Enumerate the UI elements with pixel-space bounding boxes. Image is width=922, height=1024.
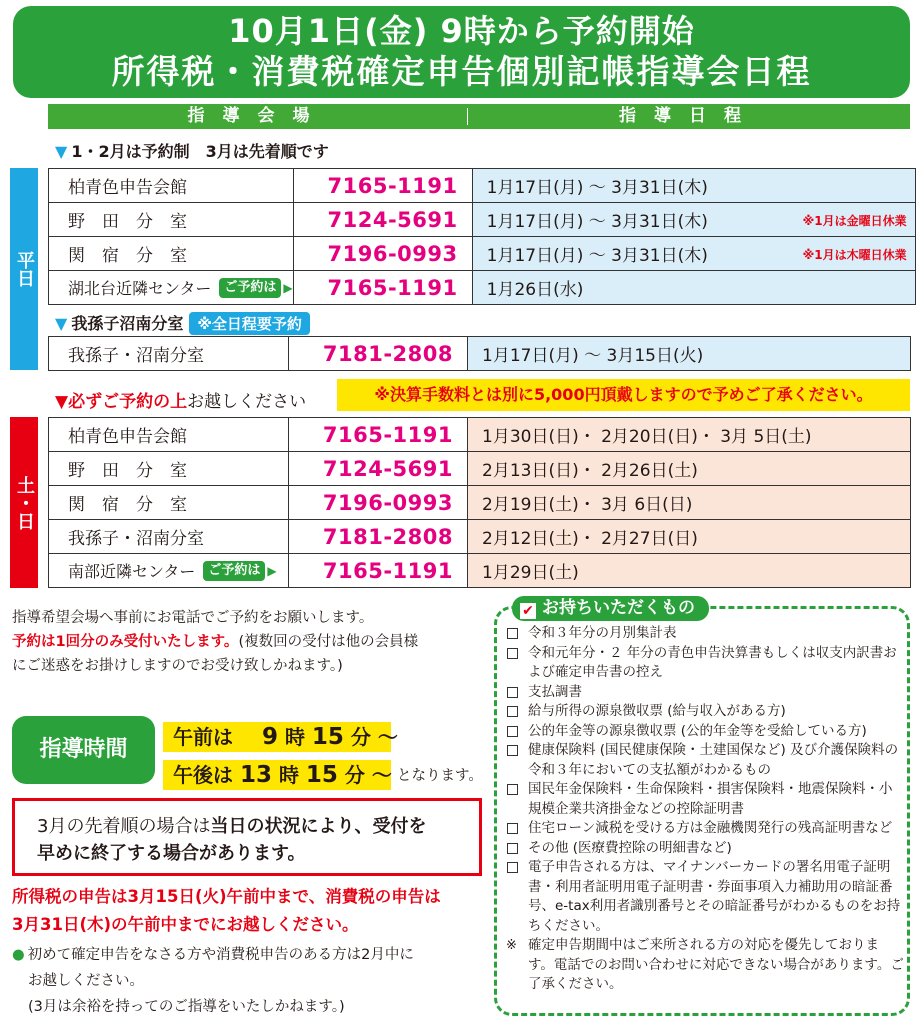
- item-text: 電子申告される方は、マイナンバーカードの署名用電子証明書・利用者証明用電子証明書・券面事項入力補助用の暗証番号、e-tax利用者識別番号とその暗証番号がわかるものをお持ちください。: [528, 859, 901, 934]
- venue-phone[interactable]: 7165-1191: [289, 554, 468, 588]
- venue-name: 関 宿 分 室: [49, 486, 289, 520]
- table-row: [49, 418, 911, 452]
- bullet-icon: ●: [12, 947, 25, 963]
- pm-hour: 13: [239, 762, 272, 788]
- checkbox-icon: [507, 843, 518, 854]
- list-item: [506, 644, 904, 683]
- am-hour: 9: [261, 724, 278, 750]
- item-text: 給与所得の源泉徴収票 (給与収入がある方): [528, 703, 786, 719]
- checkbox-icon: [507, 648, 518, 659]
- list-item: [506, 780, 904, 819]
- venue-phone[interactable]: 7196-0993: [293, 237, 472, 271]
- checkbox-icon: [507, 745, 518, 756]
- hours-tail: となります。: [397, 768, 483, 784]
- weekday-note-text: 1・2月は予約制 3月は先着順です: [71, 142, 329, 161]
- venue-name-cell: [49, 554, 289, 588]
- venue-phone[interactable]: 7181-2808: [289, 337, 468, 371]
- footnote-text: 確定申告期間中はご来所される方の対応を優先しております。電話でのお問い合わせに対応できない場合があります。ご了承ください。: [528, 937, 904, 992]
- hours-am: [163, 722, 398, 752]
- venue-dates: 1月30日(日)・ 2月20日(日)・ 3月 5日(土): [468, 418, 911, 452]
- venue-dates: 2月13日(日)・ 2月26日(土): [468, 452, 911, 486]
- triangle-down-icon: ▼: [55, 142, 68, 161]
- weekday-label: 平日: [14, 251, 35, 287]
- checkmark-icon: ✔: [520, 603, 536, 619]
- list-item: [506, 722, 904, 742]
- hours-pm: [163, 760, 391, 790]
- abiko-table: [48, 336, 911, 371]
- table-row: [49, 337, 911, 371]
- column-header: [48, 104, 910, 129]
- column-venue: 指導会場: [187, 106, 328, 126]
- reservation-line2-rest: (複数回の受付は他の会員様: [238, 634, 419, 650]
- am-minute: 15: [311, 724, 344, 750]
- list-item: [506, 839, 904, 859]
- checkbox-icon: [507, 726, 518, 737]
- abiko-note: [55, 311, 310, 335]
- checkbox-icon: [507, 706, 518, 717]
- reservation-line2: [12, 630, 418, 654]
- pm-hour-unit: 時: [278, 763, 299, 787]
- weekend-note-rest: お越しください: [187, 392, 307, 412]
- list-item: [506, 624, 904, 644]
- fee-banner: ※決算手数料とは別に5,000円頂戴しますので予めご了承ください。: [337, 379, 910, 411]
- holiday-remark: ※1月は木曜日休業: [802, 248, 907, 262]
- am-prefix: 午前は: [173, 725, 233, 749]
- arrow-right-icon: ▶: [283, 280, 293, 295]
- table-row: [49, 271, 916, 305]
- venue-dates-text: 1月26日(水): [486, 280, 584, 300]
- venue-dates-text: 1月17日(月) 〜 3月31日(木): [486, 212, 708, 232]
- first-time-line3: (3月は余裕を持ってのご指導をいたしかねます。): [28, 999, 345, 1015]
- warning-line1: [37, 813, 479, 840]
- list-item: [506, 741, 904, 780]
- table-row: [49, 452, 911, 486]
- table-row: [49, 237, 916, 271]
- items-list: [506, 624, 904, 995]
- checkbox-icon: [507, 823, 518, 834]
- checkbox-icon: [507, 628, 518, 639]
- venue-name-cell: [49, 271, 294, 305]
- checkbox-icon: [507, 687, 518, 698]
- venue-phone[interactable]: 7165-1191: [289, 418, 468, 452]
- triangle-down-icon: ▼: [55, 392, 69, 412]
- table-row: [49, 486, 911, 520]
- reservation-line1: 指導希望会場へ事前にお電話でご予約をお願いします。: [12, 610, 374, 626]
- venue-dates: [468, 337, 911, 371]
- list-item: [506, 702, 904, 722]
- checkbox-icon: [507, 784, 518, 795]
- venue-dates: [472, 237, 915, 271]
- weekend-table: [48, 417, 911, 588]
- venue-dates-text: 1月17日(月) 〜 3月31日(木): [486, 246, 708, 266]
- weekend-note-red: 必ずご予約の上: [68, 392, 188, 412]
- am-minute-unit: 分 〜: [350, 725, 398, 749]
- warning-line2: 早めに終了する場合があります。: [37, 843, 306, 864]
- asterisk-icon: ※: [506, 938, 517, 953]
- venue-name: 湖北台近隣センター: [68, 279, 212, 298]
- weekend-note: [55, 387, 306, 412]
- table-row: [49, 554, 911, 588]
- venue-dates: 2月12日(土)・ 2月27日(日): [468, 520, 911, 554]
- reservation-badge: ご予約は: [219, 278, 281, 298]
- am-hour-unit: 時: [284, 725, 305, 749]
- triangle-down-icon: ▼: [55, 314, 68, 333]
- deadline-line1: 所得税の申告は3月15日(火)午前中まで、消費税の申告は: [12, 887, 441, 906]
- pm-minute: 15: [305, 762, 338, 788]
- item-text: 住宅ローン減税を受ける方は金融機関発行の残高証明書など: [528, 820, 893, 836]
- holiday-remark: ※1月は金曜日休業: [802, 214, 907, 228]
- weekday-table: [48, 168, 916, 305]
- reservation-badge: ご予約は: [203, 561, 265, 581]
- title-line2: 所得税・消費税確定申告個別記帳指導会日程: [111, 52, 812, 91]
- venue-dates: 2月19日(土)・ 3月 6日(日): [468, 486, 911, 520]
- venue-name: 野 田 分 室: [49, 452, 289, 486]
- venue-phone[interactable]: 7124-5691: [289, 452, 468, 486]
- item-text: 公的年金等の源泉徴収票 (公的年金等を受給している方): [528, 722, 867, 739]
- first-time-note: [12, 942, 414, 1020]
- venue-dates: [472, 271, 915, 305]
- items-title-text: お持ちいただくもの: [542, 598, 695, 618]
- venue-phone[interactable]: 7124-5691: [293, 203, 472, 237]
- item-text: 令和３年分の月別集計表: [528, 625, 677, 641]
- venue-name: 我孫子・沼南分室: [49, 520, 289, 554]
- venue-phone[interactable]: 7196-0993: [289, 486, 468, 520]
- footnote: [506, 936, 904, 995]
- first-time-line1: 初めて確定申告をなさる方や消費税申告のある方は2月中に: [27, 947, 414, 963]
- item-text: 支払調書: [528, 683, 582, 700]
- deadline-text: [12, 883, 441, 939]
- all-days-reservation-badge: ※全日程要予約: [189, 312, 310, 335]
- table-row: [49, 520, 911, 554]
- item-text: 国民年金保険料・生命保険料・損害保険料・地震保険料・小規模企業共済掛金などの控除証明書: [528, 781, 893, 817]
- weekend-side-label: [10, 417, 38, 588]
- reservation-text: [12, 606, 418, 678]
- title-line1: 10月1日(金) 9時から予約開始: [228, 12, 695, 50]
- venue-dates-text: 1月17日(月) 〜 3月31日(木): [486, 178, 708, 198]
- venue-dates: [472, 169, 915, 203]
- table-row: [49, 203, 916, 237]
- warning-line1-b: 当日の状況により、受付を: [210, 816, 427, 837]
- venue-dates-text: 1月17日(月) 〜 3月15日(火): [482, 346, 704, 366]
- venue-name: 柏青色申告会館: [49, 169, 294, 203]
- first-time-line1-wrap: [12, 942, 414, 968]
- deadline-line2: 3月31日(木)の午前中までにお越しください。: [12, 915, 359, 934]
- title-banner: [13, 6, 910, 98]
- item-text: 令和元年分・２ 年分の青色申告決算書もしくは収支内訳書および確定申告書の控え: [528, 644, 897, 680]
- pm-prefix: 午後は: [173, 763, 233, 787]
- weekend-label: 土・日: [14, 475, 35, 530]
- list-item: [506, 683, 904, 703]
- warning-line1-a: 3月の先着順の場合は: [37, 816, 211, 837]
- venue-phone[interactable]: 7165-1191: [293, 169, 472, 203]
- table-row: [49, 169, 916, 203]
- items-title: [512, 596, 709, 621]
- item-text: 健康保険料 (国民健康保険・土建国保など) 及び介護保険料の令和３年においての支払額がわかるもの: [528, 742, 899, 778]
- weekday-note: [55, 139, 329, 162]
- item-text: その他 (医療費控除の明細書など): [528, 839, 732, 856]
- venue-name: 南部近隣センター: [68, 562, 196, 581]
- venue-name: 我孫子・沼南分室: [49, 337, 289, 371]
- venue-phone[interactable]: 7181-2808: [289, 520, 468, 554]
- venue-name: 柏青色申告会館: [49, 418, 289, 452]
- venue-name: 野 田 分 室: [49, 203, 294, 237]
- early-close-warning: [12, 798, 482, 876]
- arrow-right-icon: ▶: [267, 563, 277, 578]
- reservation-line3: にご迷惑をお掛けしますのでお受け致しかねます。): [12, 658, 343, 674]
- pm-minute-unit: 分 〜: [344, 763, 392, 787]
- column-dates: 指導日程: [619, 106, 759, 126]
- checkbox-icon: [507, 862, 518, 873]
- list-item: [506, 858, 904, 936]
- venue-name: 関 宿 分 室: [49, 237, 294, 271]
- venue-dates: [472, 203, 915, 237]
- hours-label: 指導時間: [12, 716, 155, 784]
- venue-phone[interactable]: 7165-1191: [293, 271, 472, 305]
- venue-dates: 1月29日(土): [468, 554, 911, 588]
- reservation-line2-red: 予約は1回分のみ受付いたします。: [12, 634, 239, 650]
- first-time-line2: お越しください。: [28, 973, 144, 989]
- weekday-side-label: [10, 168, 38, 370]
- abiko-note-text: 我孫子沼南分室: [71, 314, 184, 333]
- list-item: [506, 819, 904, 839]
